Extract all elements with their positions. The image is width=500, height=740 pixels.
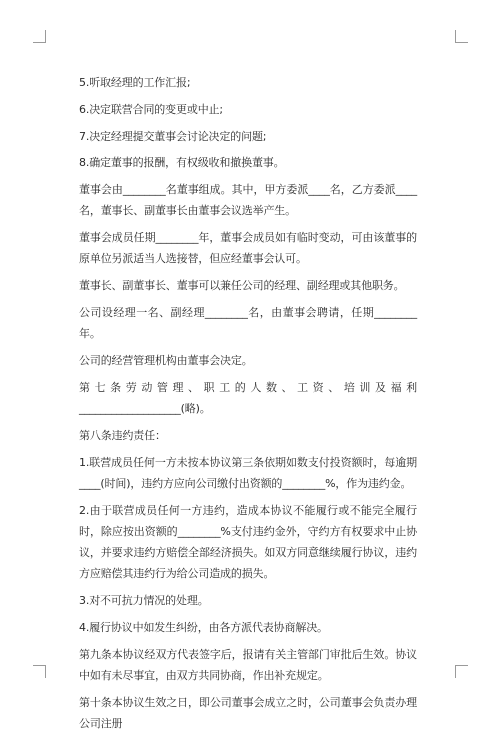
paragraph-breach-2: 2.由于联营成员任何一方违约，造成本协议不能履行或不能完全履行时，除应按出资额的________%支付违约金外，守约方有权要求中止协议，并要求违约方赔偿全部经济损失。如双方同意继续履行协议，违约方应赔偿其违约行为给公司造成的损失。 (79, 503, 417, 581)
paragraph-breach-4: 4.履行协议中如发生纠纷，由各方派代表协商解决。 (79, 620, 328, 634)
paragraph-item-8: 8.确定董事的报酬，有权级收和撤换董事。 (79, 156, 285, 170)
paragraph-concurrent-roles: 董事长、副董事长、董事可以兼任公司的经理、副经理或其他职务。 (79, 279, 405, 293)
paragraph-article-7: 第七条劳动管理、职工的人数、工资、培训及福利___________________(略)。 (79, 380, 417, 415)
paragraph-board-term: 董事会成员任期________年，董事会成员如有临时变动，可由该董事的原单位另派适当人选接替，但应经董事会认可。 (79, 231, 417, 266)
document-page (79, 72, 417, 740)
paragraph-item-7: 7.决定经理提交董事会讨论决定的问题; (79, 129, 267, 143)
paragraph-breach-3: 3.对不可抗力情况的处理。 (79, 593, 209, 607)
paragraph-board-composition: 董事会由________名董事组成。其中，甲方委派____名，乙方委派____名，董事长、副董事长由董事会议选举产生。 (79, 183, 417, 218)
crop-mark-top-left (33, 30, 46, 43)
paragraph-management-structure: 公司的经营管理机构由董事会决定。 (79, 353, 253, 367)
paragraph-article-9: 第九条本协议经双方代表签字后，报请有关主管部门审批后生效。协议中如有未尽事宜，由双方共同协商，作出补充规定。 (79, 647, 417, 682)
crop-mark-bottom-right (455, 665, 468, 678)
paragraph-item-6: 6.决定联营合同的变更或中止; (79, 102, 223, 116)
paragraph-manager-appointment: 公司设经理一名、副经理________名，由董事会聘请，任期________年。 (79, 305, 417, 341)
paragraph-article-10: 第十条本协议生效之日，即公司董事会成立之时，公司董事会负责办理公司注册 (79, 695, 417, 730)
paragraph-item-5: 5.听取经理的工作汇报; (79, 76, 191, 89)
crop-mark-bottom-left (33, 665, 46, 678)
paragraph-breach-1: 1.联营成员任何一方未按本协议第三条依期如数支付投资额时，每逾期____(时间)，违约方应向公司缴付出资额的________%，作为违约金。 (79, 455, 417, 490)
paragraph-article-8-heading: 第八条违约责任： (79, 428, 166, 442)
crop-mark-top-right (455, 30, 468, 43)
